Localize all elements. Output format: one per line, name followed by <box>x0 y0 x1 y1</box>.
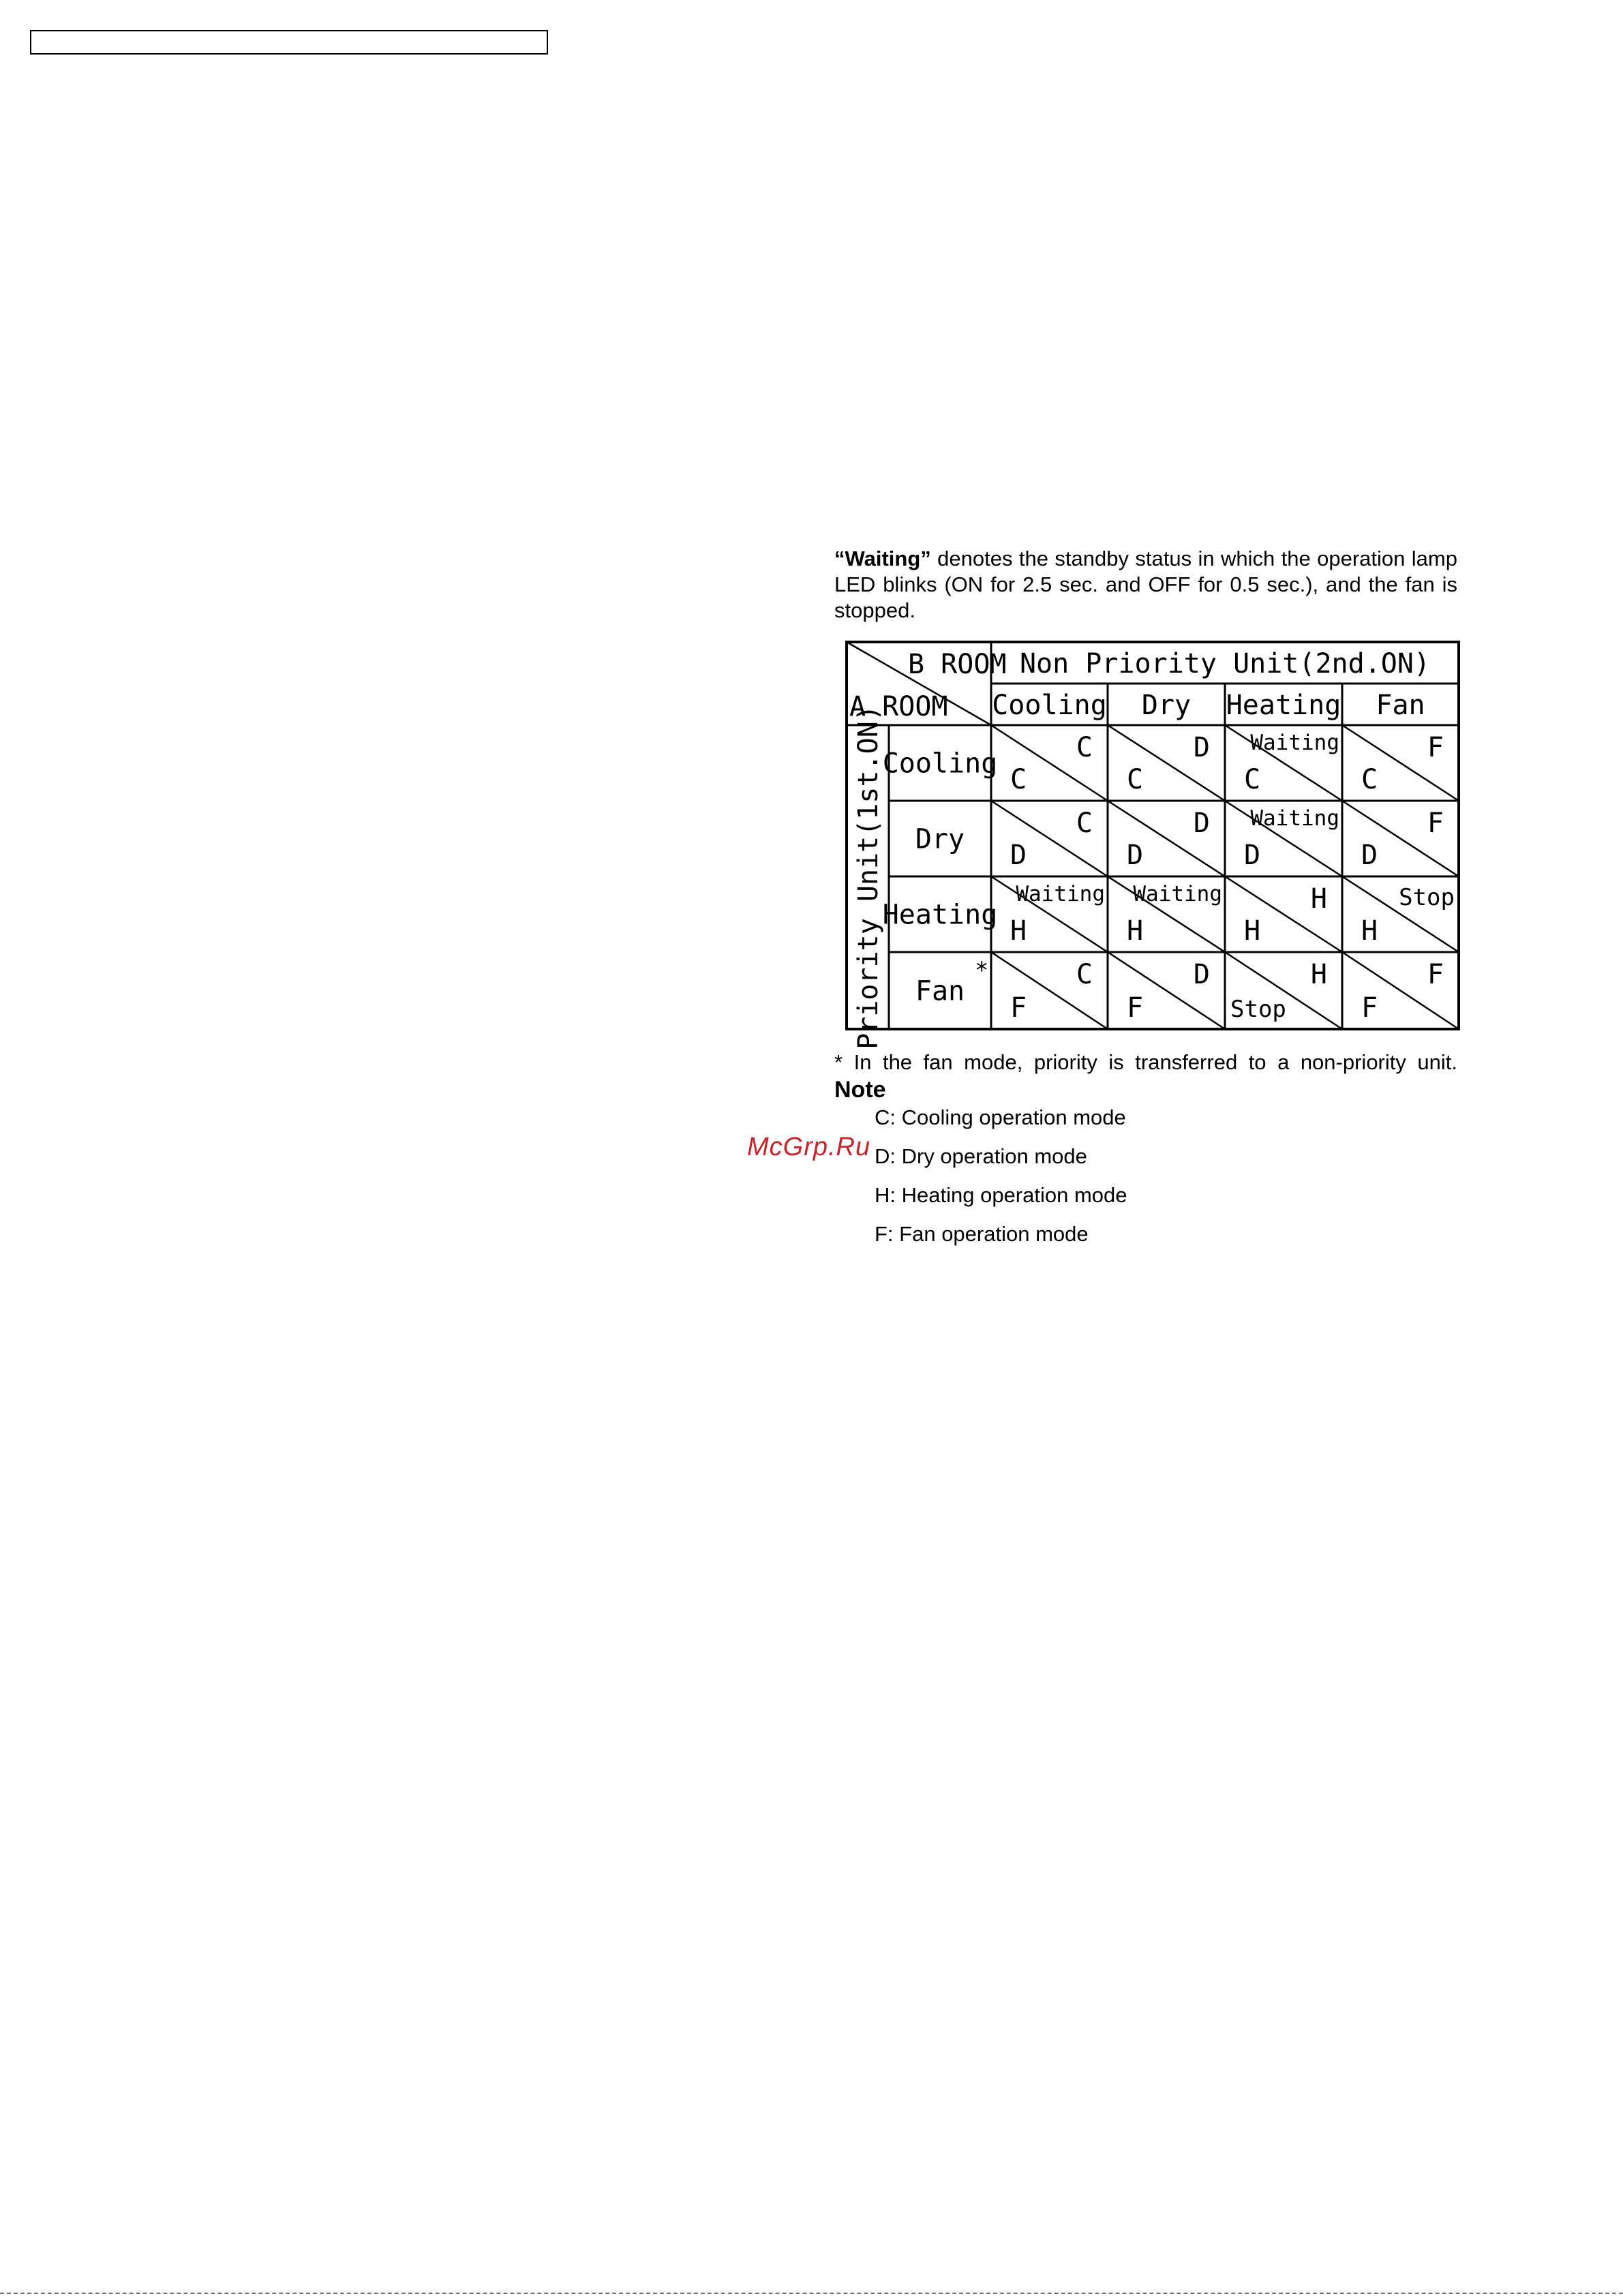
col-group-label: Non Priority Unit(2nd.ON) <box>1019 648 1431 679</box>
cell-priority-mode: C <box>1361 764 1378 795</box>
cell-non-priority-mode: Waiting <box>1133 882 1222 906</box>
column-header: Fan <box>1376 690 1425 721</box>
row-group-label: Priority Unit(1st.ON) <box>853 705 884 1050</box>
matrix-svg <box>845 641 1460 1050</box>
cell-non-priority-mode: F <box>1427 808 1444 839</box>
cell-priority-mode: D <box>1010 840 1027 871</box>
cell-priority-mode: Stop <box>1230 996 1286 1023</box>
fan-mode-footnote: * In the fan mode, priority is transferred to a non-priority unit. <box>834 1050 1457 1074</box>
corner-bottom-label: A ROOM <box>849 691 948 722</box>
corner-top-label: B ROOM <box>908 649 1007 680</box>
bottom-rule <box>0 2293 1623 2294</box>
cell-priority-mode: C <box>1244 764 1261 795</box>
watermark-logo: McGrp.Ru <box>747 1133 871 1161</box>
column-header: Heating <box>1226 690 1341 721</box>
cell-non-priority-mode: C <box>1076 959 1093 990</box>
cell-non-priority-mode: D <box>1193 808 1210 839</box>
cell-priority-mode: F <box>1361 992 1378 1024</box>
column-header: Dry <box>1141 690 1192 721</box>
row-header: Cooling <box>882 748 998 780</box>
cell-non-priority-mode: D <box>1193 732 1210 763</box>
cell-non-priority-mode: F <box>1427 959 1444 990</box>
cell-non-priority-mode: F <box>1427 732 1444 763</box>
cell-priority-mode: D <box>1127 840 1144 871</box>
cell-non-priority-mode: C <box>1076 808 1093 839</box>
cell-non-priority-mode: D <box>1193 959 1210 990</box>
waiting-term: “Waiting” <box>834 547 931 570</box>
cell-priority-mode: H <box>1244 915 1261 947</box>
cell-non-priority-mode: Waiting <box>1250 731 1339 755</box>
cell-priority-mode: H <box>1010 915 1027 947</box>
cell-non-priority-mode: H <box>1310 883 1327 915</box>
row-header: Heating <box>882 899 998 931</box>
note-item-cooling: C: Cooling operation mode <box>875 1105 1126 1129</box>
note-item-dry: D: Dry operation mode <box>875 1144 1087 1168</box>
row-header: Dry <box>915 823 965 855</box>
waiting-text: denotes the standby status in which the operation lamp LED blinks (ON for 2.5 sec. and OFF for 0.5 sec.), and the fan is stopped. <box>834 547 1457 622</box>
cell-priority-mode: H <box>1127 915 1144 947</box>
note-item-heating: H: Heating operation mode <box>875 1183 1127 1207</box>
cell-priority-mode: F <box>1010 992 1027 1024</box>
note-list <box>875 1104 1127 1259</box>
cell-priority-mode: D <box>1244 840 1261 871</box>
cell-non-priority-mode: Waiting <box>1250 806 1339 831</box>
cell-non-priority-mode: H <box>1310 959 1327 990</box>
cell-priority-mode: F <box>1127 992 1144 1024</box>
header-frame <box>30 30 548 55</box>
cell-priority-mode: C <box>1127 764 1144 795</box>
operation-mode-matrix <box>845 641 1460 1050</box>
cell-non-priority-mode: C <box>1076 732 1093 763</box>
column-header: Cooling <box>992 690 1107 721</box>
column-headers <box>992 690 1425 721</box>
cell-priority-mode: C <box>1010 764 1027 795</box>
note-title: Note <box>834 1077 886 1103</box>
cell-priority-mode: H <box>1361 915 1378 947</box>
cell-non-priority-mode: Stop <box>1399 884 1455 911</box>
cell-non-priority-mode: Waiting <box>1016 882 1105 906</box>
cell-priority-mode: D <box>1361 840 1378 871</box>
waiting-definition <box>834 546 1457 624</box>
note-item-fan: F: Fan operation mode <box>875 1222 1089 1246</box>
priority-marker: * <box>975 957 989 984</box>
row-header: Fan <box>915 975 965 1007</box>
